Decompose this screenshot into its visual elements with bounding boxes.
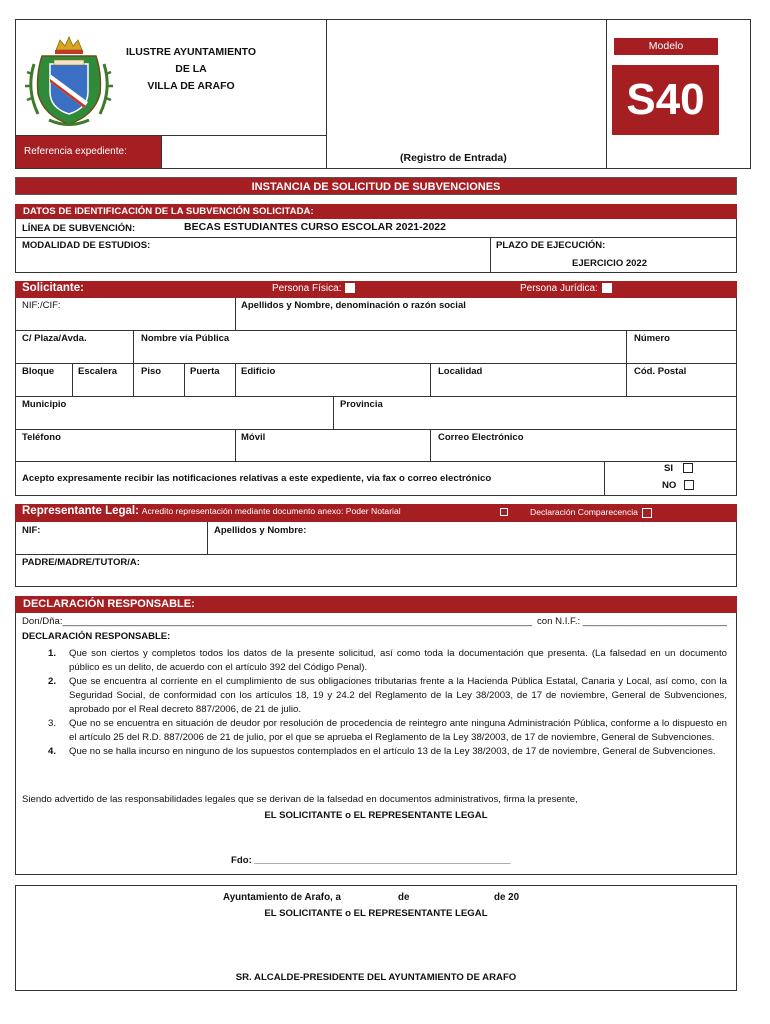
rep-nif-label: NIF: xyxy=(22,525,41,536)
via-label: Nombre vía Pública xyxy=(141,333,230,344)
form-title: INSTANCIA DE SOLICITUD DE SUBVENCIONES xyxy=(15,177,737,195)
registro-label: (Registro de Entrada) xyxy=(400,152,507,164)
declaracion-list xyxy=(22,647,737,759)
solicitante-section xyxy=(15,281,737,496)
rep-nombre-label: Apellidos y Nombre: xyxy=(214,525,307,536)
modelo-code: S40 xyxy=(612,65,719,135)
representante-title-row: Representante Legal: Acredito representación mediante documento anexo: Poder Notarial xyxy=(22,505,401,517)
persona-juridica-option[interactable]: Persona Jurídica: xyxy=(520,283,612,294)
list-item: 2. Que se encuentra al corriente en el cumplimiento de sus obligaciones tributarias frente a la Hacienda Pública Estatal, Canaria y Local, así como, con la Seguridad Social, de conformidad con los artículos 18, 19 y 24.2 del Reglamento de la Ley 38/2003, de 17 de noviembre, General de Subvenciones, aprobado por el Real decreto 887/2006, de 21 de julio. xyxy=(48,676,727,715)
numero-label: Número xyxy=(634,333,670,344)
persona-fisica-checkbox[interactable] xyxy=(345,283,355,293)
modelo-label: Modelo xyxy=(614,38,718,55)
calle-label: C/ Plaza/Avda. xyxy=(22,333,87,344)
nif-row: con N.I.F.: ___________________________ xyxy=(534,616,727,627)
si-checkbox[interactable] xyxy=(683,463,693,473)
coat-of-arms-icon xyxy=(24,34,114,130)
solicitante-title: Solicitante: xyxy=(22,282,84,294)
padre-label: PADRE/MADRE/TUTOR/A: xyxy=(22,557,140,568)
linea-value: BECAS ESTUDIANTES CURSO ESCOLAR 2021-2022 xyxy=(184,221,446,233)
no-option[interactable]: NO xyxy=(662,480,694,491)
provincia-label: Provincia xyxy=(340,399,383,410)
declaracion-firmante: EL SOLICITANTE o EL REPRESENTANTE LEGAL xyxy=(264,810,488,821)
localidad-label: Localidad xyxy=(438,366,483,377)
si-option[interactable]: SI xyxy=(664,463,693,474)
comparecencia-option[interactable]: Declaración Comparecencia xyxy=(530,507,652,518)
don-row: Don/Dña:________________________________________________________________________________________ xyxy=(22,616,533,627)
postal-label: Cód. Postal xyxy=(634,366,687,377)
list-item: 1. Que son ciertos y completos todos los datos de la presente solicitud, así como toda la documentación que presenta. (La falsedad en un documento público es un delito, de acuerdo con el artículo 392 del Código Penal). xyxy=(48,648,727,673)
bloque-label: Bloque xyxy=(22,366,55,377)
acepto-text: Acepto expresamente recibir las notificaciones relativas a este expediente, via fax o correo electrónico xyxy=(22,473,492,484)
referencia-label: Referencia expediente: xyxy=(16,136,161,168)
footer-de2: de 20 xyxy=(494,892,520,903)
declaracion-title: DECLARACIÓN RESPONSABLE: xyxy=(15,596,737,613)
list-item: 4. Que no se halla incurso en ninguno de los supuestos contemplados en el artículo 13 de la Ley 38/2003, de 17 de noviembre, General de Subvenciones. xyxy=(48,746,716,757)
persona-fisica-option[interactable]: Persona Física: xyxy=(272,283,355,294)
declaracion-subtitle: DECLARACIÓN RESPONSABLE: xyxy=(22,631,171,642)
plazo-value: EJERCICIO 2022 xyxy=(572,258,647,269)
plazo-label: PLAZO DE EJECUCIÓN: xyxy=(496,240,606,251)
linea-label: LÍNEA DE SUBVENCIÓN: xyxy=(22,223,136,234)
solicitante-header xyxy=(15,281,737,298)
escalera-label: Escalera xyxy=(78,366,118,377)
edificio-label: Edificio xyxy=(241,366,276,377)
piso-label: Piso xyxy=(141,366,162,377)
comparecencia-checkbox[interactable] xyxy=(642,508,652,518)
footer-destinatario: SR. ALCALDE-PRESIDENTE DEL AYUNTAMIENTO DE ARAFO xyxy=(235,972,517,983)
puerta-label: Puerta xyxy=(190,366,220,377)
persona-juridica-checkbox[interactable] xyxy=(602,283,612,293)
advertido-text: Siendo advertido de las responsabilidades legales que se derivan de la falsedad en documentos administrativos, firma la presente, xyxy=(22,794,578,805)
identificacion-title: DATOS DE IDENTIFICACIÓN DE LA SUBVENCIÓN SOLICITADA: xyxy=(15,204,737,219)
fdo-row: Fdo: ________________________________________________ xyxy=(231,855,511,866)
nombre-label: Apellidos y Nombre, denominación o razón social xyxy=(241,300,466,311)
correo-label: Correo Electrónico xyxy=(438,432,524,443)
referencia-field[interactable] xyxy=(162,136,326,168)
modalidad-field[interactable] xyxy=(16,252,489,272)
telefono-label: Teléfono xyxy=(22,432,61,443)
list-item: 3. Que no se encuentra en situación de deudor por resolución de procedencia de reintegro ante ninguna Administración Pública, conforme a lo dispuesto en el artículo 25 del R.D. 887/2006 de 21 de julio, por el que se aprueba el Reglamento de la Ley 38/2003, de 17 de noviembre, General de Subvenciones. xyxy=(48,718,727,743)
nif-label: NIF:/CIF: xyxy=(22,300,61,311)
poder-notarial-checkbox[interactable] xyxy=(500,508,508,516)
footer-de1: de xyxy=(398,892,410,903)
council-name: ILUSTRE AYUNTAMIENTO DE LA VILLA DE ARAFO xyxy=(125,46,257,92)
footer-lugar: Ayuntamiento de Arafo, a xyxy=(223,892,341,903)
no-checkbox[interactable] xyxy=(684,480,694,490)
movil-label: Móvil xyxy=(241,432,266,443)
footer-firmante: EL SOLICITANTE o EL REPRESENTANTE LEGAL xyxy=(264,908,488,919)
modalidad-label: MODALIDAD DE ESTUDIOS: xyxy=(22,240,151,251)
municipio-label: Municipio xyxy=(22,399,67,410)
